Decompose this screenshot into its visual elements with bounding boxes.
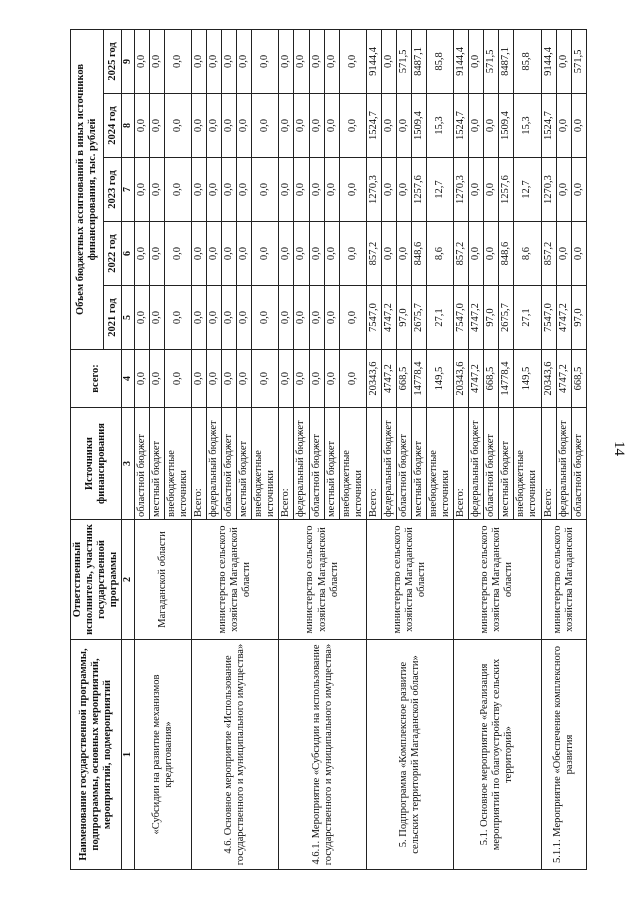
total-value-cell: 14778,4 [411, 350, 426, 408]
budget-table [70, 29, 587, 870]
year-value-cell: 0,0 [279, 94, 294, 158]
table-row [192, 29, 207, 869]
year-value-cell: 0,0 [324, 222, 339, 286]
total-value-cell: 668,5 [571, 350, 586, 408]
year-value-cell: 97,0 [571, 286, 586, 350]
funding-source-cell: областной бюджет [309, 408, 324, 520]
year-value-cell: 848,6 [411, 222, 426, 286]
total-value-cell: 149,5 [514, 350, 541, 408]
year-value-cell: 7547,0 [366, 286, 381, 350]
total-value-cell: 0,0 [339, 350, 366, 408]
total-value-cell: 4747,2 [469, 350, 484, 408]
funding-source-cell: федеральный бюджет [294, 408, 309, 520]
funding-source-cell: внебюджетные источники [339, 408, 366, 520]
total-value-cell: 0,0 [192, 350, 207, 408]
year-value-cell: 7547,0 [454, 286, 469, 350]
year-value-cell: 2675,7 [411, 286, 426, 350]
funding-source-cell: внебюджетные источники [252, 408, 279, 520]
funding-source-cell: федеральный бюджет [556, 408, 571, 520]
year-value-cell: 0,0 [134, 94, 149, 158]
year-value-cell: 0,0 [381, 158, 396, 222]
total-value-cell: 0,0 [252, 350, 279, 408]
year-value-cell: 0,0 [237, 286, 252, 350]
executor-cell: министерство сельского хозяйства Магаданской области [279, 520, 366, 640]
year-value-cell: 0,0 [149, 94, 164, 158]
year-value-cell: 9144,4 [454, 29, 469, 93]
header-program: Наименование государственной программы, подпрограммы, основных мероприятий, мероприятий, подмероприятий [71, 640, 122, 870]
year-value-cell: 1524,7 [454, 94, 469, 158]
year-value-cell: 85,8 [427, 29, 454, 93]
year-value-cell: 0,0 [309, 286, 324, 350]
program-name-cell: «Субсидии на развитие механизмов кредитования» [134, 640, 191, 870]
program-name-cell: 4.6. Основное мероприятие «Использование государственного и муниципального имущества» [192, 640, 279, 870]
column-number: 4 [122, 350, 135, 408]
header-year: 2025 год [103, 29, 121, 93]
funding-source-cell: Всего: [366, 408, 381, 520]
year-value-cell: 0,0 [279, 158, 294, 222]
total-value-cell: 20343,6 [366, 350, 381, 408]
total-value-cell: 0,0 [237, 350, 252, 408]
year-value-cell: 8487,1 [499, 29, 514, 93]
executor-cell: министерство сельского хозяйства Магаданской области [192, 520, 279, 640]
year-value-cell: 0,0 [469, 222, 484, 286]
year-value-cell: 0,0 [396, 222, 411, 286]
year-value-cell: 857,2 [366, 222, 381, 286]
year-value-cell: 0,0 [571, 158, 586, 222]
year-value-cell: 0,0 [252, 94, 279, 158]
program-name-cell: 5.1. Основное мероприятие «Реализация мероприятий по благоустройству сельских территорий» [454, 640, 541, 870]
funding-source-cell: местный бюджет [237, 408, 252, 520]
year-value-cell: 0,0 [164, 94, 191, 158]
year-value-cell: 0,0 [339, 29, 366, 93]
column-number: 9 [122, 29, 135, 93]
rotated-table-container [70, 30, 584, 870]
year-value-cell: 0,0 [164, 158, 191, 222]
year-value-cell: 0,0 [309, 94, 324, 158]
header-total: всего: [71, 350, 122, 408]
year-value-cell: 0,0 [324, 158, 339, 222]
table-body [134, 29, 586, 869]
funding-source-cell: областной бюджет [571, 408, 586, 520]
funding-source-cell: местный бюджет [149, 408, 164, 520]
year-value-cell: 0,0 [149, 286, 164, 350]
column-number: 5 [122, 286, 135, 350]
year-value-cell: 0,0 [164, 222, 191, 286]
funding-source-cell: Всего: [192, 408, 207, 520]
year-value-cell: 4747,2 [469, 286, 484, 350]
year-value-cell: 0,0 [381, 94, 396, 158]
year-value-cell: 0,0 [279, 29, 294, 93]
header-budget-group: Объем бюджетных ассигнований в иных источников финансирования, тыс. рублей [71, 29, 104, 349]
total-value-cell: 0,0 [294, 350, 309, 408]
year-value-cell: 0,0 [134, 29, 149, 93]
program-name-cell: 4.6.1. Мероприятие «Субсидии на использование государственного и муниципального имущества» [279, 640, 366, 870]
year-value-cell: 0,0 [207, 158, 222, 222]
total-value-cell: 0,0 [279, 350, 294, 408]
header-year: 2023 год [103, 158, 121, 222]
year-value-cell: 0,0 [237, 94, 252, 158]
table-row [366, 29, 381, 869]
year-value-cell: 571,5 [396, 29, 411, 93]
year-value-cell: 0,0 [207, 222, 222, 286]
year-value-cell: 27,1 [514, 286, 541, 350]
year-value-cell: 0,0 [164, 286, 191, 350]
total-value-cell: 149,5 [427, 350, 454, 408]
funding-source-cell: Всего: [541, 408, 556, 520]
year-value-cell: 1257,6 [499, 158, 514, 222]
year-value-cell: 848,6 [499, 222, 514, 286]
year-value-cell: 0,0 [134, 222, 149, 286]
column-number: 1 [122, 640, 135, 870]
year-value-cell: 0,0 [484, 94, 499, 158]
year-value-cell: 0,0 [222, 158, 237, 222]
year-value-cell: 0,0 [484, 222, 499, 286]
year-value-cell: 0,0 [134, 158, 149, 222]
year-value-cell: 0,0 [556, 158, 571, 222]
year-value-cell: 0,0 [294, 94, 309, 158]
year-value-cell: 0,0 [339, 222, 366, 286]
year-value-cell: 7547,0 [541, 286, 556, 350]
year-value-cell: 12,7 [427, 158, 454, 222]
year-value-cell: 97,0 [484, 286, 499, 350]
year-value-cell: 0,0 [279, 286, 294, 350]
total-value-cell: 20343,6 [541, 350, 556, 408]
year-value-cell: 0,0 [571, 94, 586, 158]
year-value-cell: 15,3 [427, 94, 454, 158]
year-value-cell: 857,2 [541, 222, 556, 286]
executor-cell: министерство сельского хозяйства Магаданской [541, 520, 586, 640]
year-value-cell: 0,0 [324, 286, 339, 350]
year-value-cell: 1509,4 [411, 94, 426, 158]
column-number: 8 [122, 94, 135, 158]
total-value-cell: 668,5 [484, 350, 499, 408]
funding-source-cell: местный бюджет [324, 408, 339, 520]
column-number: 7 [122, 158, 135, 222]
program-name-cell: 5.1.1. Мероприятие «Обеспечение комплексного развития [541, 640, 586, 870]
year-value-cell: 9144,4 [541, 29, 556, 93]
funding-source-cell: областной бюджет [134, 408, 149, 520]
year-value-cell: 1270,3 [541, 158, 556, 222]
total-value-cell: 0,0 [164, 350, 191, 408]
total-value-cell: 668,5 [396, 350, 411, 408]
funding-source-cell: федеральный бюджет [469, 408, 484, 520]
funding-source-cell: федеральный бюджет [207, 408, 222, 520]
year-value-cell: 0,0 [556, 222, 571, 286]
header-executor: Ответственный исполнитель, участник государственной программы [71, 520, 122, 640]
year-value-cell: 1270,3 [366, 158, 381, 222]
executor-cell: министерство сельского хозяйства Магаданской области [454, 520, 541, 640]
year-value-cell: 0,0 [309, 222, 324, 286]
year-value-cell: 8,6 [427, 222, 454, 286]
funding-source-cell: местный бюджет [499, 408, 514, 520]
year-value-cell: 0,0 [164, 29, 191, 93]
funding-source-cell: федеральный бюджет [381, 408, 396, 520]
year-value-cell: 0,0 [207, 286, 222, 350]
funding-source-cell: Всего: [454, 408, 469, 520]
year-value-cell: 0,0 [396, 158, 411, 222]
year-value-cell: 0,0 [149, 158, 164, 222]
year-value-cell: 0,0 [237, 29, 252, 93]
funding-source-cell: внебюджетные источники [514, 408, 541, 520]
year-value-cell: 1257,6 [411, 158, 426, 222]
year-value-cell: 4747,2 [556, 286, 571, 350]
year-value-cell: 0,0 [192, 158, 207, 222]
year-value-cell: 857,2 [454, 222, 469, 286]
year-value-cell: 0,0 [339, 158, 366, 222]
year-value-cell: 0,0 [222, 222, 237, 286]
year-value-cell: 0,0 [309, 158, 324, 222]
column-number: 3 [122, 408, 135, 520]
program-name-cell: 5. Подпрограмма «Комплексное развитие сельских территорий Магаданской области» [366, 640, 453, 870]
year-value-cell: 0,0 [237, 222, 252, 286]
total-value-cell: 0,0 [149, 350, 164, 408]
year-value-cell: 0,0 [339, 286, 366, 350]
year-value-cell: 27,1 [427, 286, 454, 350]
header-year: 2024 год [103, 94, 121, 158]
year-value-cell: 0,0 [324, 29, 339, 93]
year-value-cell: 0,0 [134, 286, 149, 350]
year-value-cell: 12,7 [514, 158, 541, 222]
year-value-cell: 571,5 [571, 29, 586, 93]
year-value-cell: 571,5 [484, 29, 499, 93]
year-value-cell: 0,0 [279, 222, 294, 286]
year-value-cell: 0,0 [237, 158, 252, 222]
funding-source-cell: областной бюджет [484, 408, 499, 520]
year-value-cell: 0,0 [381, 29, 396, 93]
total-value-cell: 20343,6 [454, 350, 469, 408]
year-value-cell: 0,0 [192, 222, 207, 286]
year-value-cell: 8,6 [514, 222, 541, 286]
year-value-cell: 0,0 [222, 286, 237, 350]
total-value-cell: 0,0 [222, 350, 237, 408]
header-year: 2022 год [103, 222, 121, 286]
funding-source-cell: областной бюджет [222, 408, 237, 520]
year-value-cell: 0,0 [556, 29, 571, 93]
year-value-cell: 0,0 [294, 222, 309, 286]
year-value-cell: 0,0 [192, 94, 207, 158]
year-value-cell: 0,0 [469, 94, 484, 158]
total-value-cell: 4747,2 [381, 350, 396, 408]
year-value-cell: 1524,7 [366, 94, 381, 158]
executor-cell: министерство сельского хозяйства Магаданской области [366, 520, 453, 640]
year-value-cell: 85,8 [514, 29, 541, 93]
total-value-cell: 0,0 [207, 350, 222, 408]
year-value-cell: 0,0 [252, 222, 279, 286]
funding-source-cell: Всего: [279, 408, 294, 520]
year-value-cell: 15,3 [514, 94, 541, 158]
year-value-cell: 0,0 [252, 29, 279, 93]
year-value-cell: 1270,3 [454, 158, 469, 222]
total-value-cell: 0,0 [324, 350, 339, 408]
total-value-cell: 14778,4 [499, 350, 514, 408]
year-value-cell: 0,0 [469, 158, 484, 222]
year-value-cell: 8487,1 [411, 29, 426, 93]
total-value-cell: 0,0 [134, 350, 149, 408]
year-value-cell: 0,0 [294, 286, 309, 350]
funding-source-cell: внебюджетные источники [427, 408, 454, 520]
year-value-cell: 0,0 [252, 286, 279, 350]
year-value-cell: 0,0 [222, 29, 237, 93]
year-value-cell: 0,0 [207, 29, 222, 93]
header-source: Источники финансирования [71, 408, 122, 520]
funding-source-cell: внебюджетные источники [164, 408, 191, 520]
year-value-cell: 0,0 [222, 94, 237, 158]
table-row [134, 29, 149, 869]
year-value-cell: 0,0 [149, 222, 164, 286]
year-value-cell: 0,0 [469, 29, 484, 93]
funding-source-cell: областной бюджет [396, 408, 411, 520]
year-value-cell: 1524,7 [541, 94, 556, 158]
total-value-cell: 4747,2 [556, 350, 571, 408]
year-value-cell: 0,0 [324, 94, 339, 158]
year-value-cell: 0,0 [252, 158, 279, 222]
year-value-cell: 1509,4 [499, 94, 514, 158]
year-value-cell: 0,0 [339, 94, 366, 158]
year-value-cell: 0,0 [381, 222, 396, 286]
column-number: 6 [122, 222, 135, 286]
year-value-cell: 0,0 [396, 94, 411, 158]
table-row [454, 29, 469, 869]
funding-source-cell: местный бюджет [411, 408, 426, 520]
year-value-cell: 9144,4 [366, 29, 381, 93]
year-value-cell: 4747,2 [381, 286, 396, 350]
year-value-cell: 0,0 [484, 158, 499, 222]
year-value-cell: 0,0 [192, 286, 207, 350]
year-value-cell: 0,0 [309, 29, 324, 93]
year-value-cell: 0,0 [571, 222, 586, 286]
page-number: 14 [611, 441, 627, 456]
year-value-cell: 0,0 [207, 94, 222, 158]
year-value-cell: 2675,7 [499, 286, 514, 350]
year-value-cell: 0,0 [192, 29, 207, 93]
table-row [279, 29, 294, 869]
year-value-cell: 0,0 [149, 29, 164, 93]
column-number: 2 [122, 520, 135, 640]
table-row [541, 29, 556, 869]
year-value-cell: 0,0 [294, 29, 309, 93]
executor-cell: Магаданской области [134, 520, 191, 640]
header-year: 2021 год [103, 286, 121, 350]
year-value-cell: 97,0 [396, 286, 411, 350]
year-value-cell: 0,0 [556, 94, 571, 158]
year-value-cell: 0,0 [294, 158, 309, 222]
total-value-cell: 0,0 [309, 350, 324, 408]
